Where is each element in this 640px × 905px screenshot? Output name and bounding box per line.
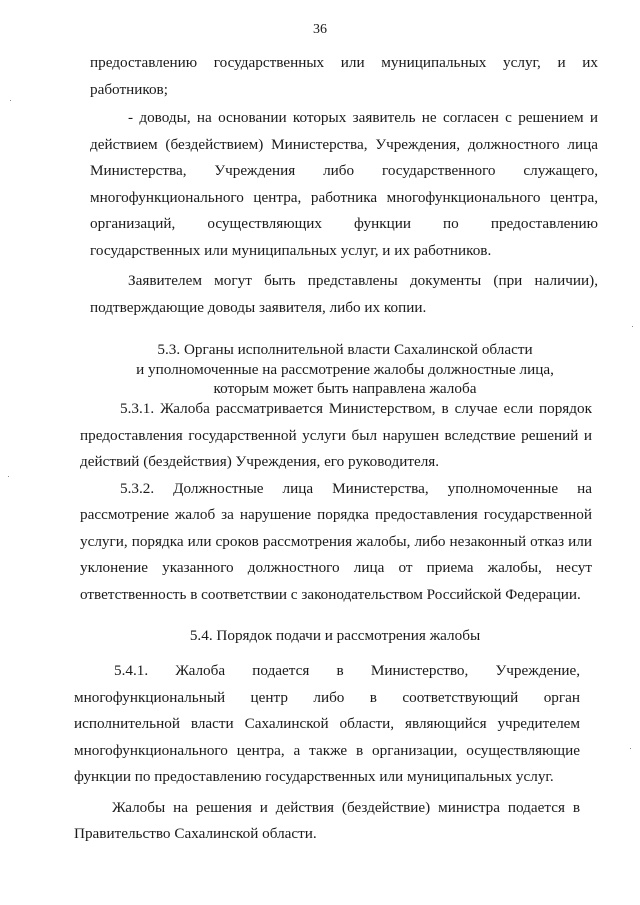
section-heading-5-3 (80, 340, 610, 399)
scan-speck (10, 100, 11, 101)
text-block-2 (80, 396, 592, 608)
heading-5-4: 5.4. Порядок подачи и рассмотрения жалобы (189, 627, 481, 644)
scan-speck (632, 326, 633, 327)
paragraph-arguments: - доводы, на основании которых заявитель не согласен с решением и действием (бездействием) Министерства, Учреждения, должностного лица Министерства, Учреждения либо государственного служащего, многофункционального центра, работника многофункционального центра, организаций, осуществляющих функции по предоставлению государственных или муниципальных услуг, и их работников. (90, 109, 598, 259)
paragraph-5-4-1: 5.4.1. Жалоба подается в Министерство, Учреждение, многофункциональный центр либо в соответствующий орган исполнительной власти Сахалинской области, являющийся учредителем многофункционального центра, а также в организации, осуществляющие функции по предоставлению государственных или муниципальных услуг. (74, 662, 580, 785)
paragraph-5-4-2: Жалобы на решения и действия (бездействие) министра подается в Правительство Сахалинской области. (74, 798, 580, 842)
section-heading-5-4 (80, 626, 590, 646)
paragraph-5-3-2: 5.3.2. Должностные лица Министерства, уполномоченные на рассмотрение жалоб за нарушение порядка предоставления государственной услуги, порядка или сроков рассмотрения жалобы, либо незаконный отказ или уклонение указанного должностного лица от приема жалобы, несут ответственность в соответствии с законодательством Российской Федерации. (80, 479, 592, 603)
paragraph-documents: Заявителем могут быть представлены документы (при наличии), подтверждающие доводы заявителя, либо их копии. (90, 272, 598, 316)
text-block-3 (74, 658, 580, 848)
scan-speck (8, 476, 9, 477)
paragraph-continuation: предоставлению государственных или муниципальных услуг, и их работников; (90, 54, 598, 98)
heading-5-3-line-3: которым может быть направлена жалоба (213, 380, 477, 397)
text-block-1 (90, 50, 598, 321)
heading-5-3-line-1: 5.3. Органы исполнительной власти Сахалинской области (157, 341, 533, 358)
heading-5-3-line-2: и уполномоченные на рассмотрение жалобы должностные лица, (136, 360, 554, 378)
page-number: 36 (313, 22, 327, 37)
scan-speck (630, 748, 631, 749)
paragraph-5-3-1: 5.3.1. Жалоба рассматривается Министерством, в случае если порядок предоставления государственной услуги был нарушен вследствие решений и действий (бездействия) Учреждения, его руководителя. (80, 400, 592, 470)
